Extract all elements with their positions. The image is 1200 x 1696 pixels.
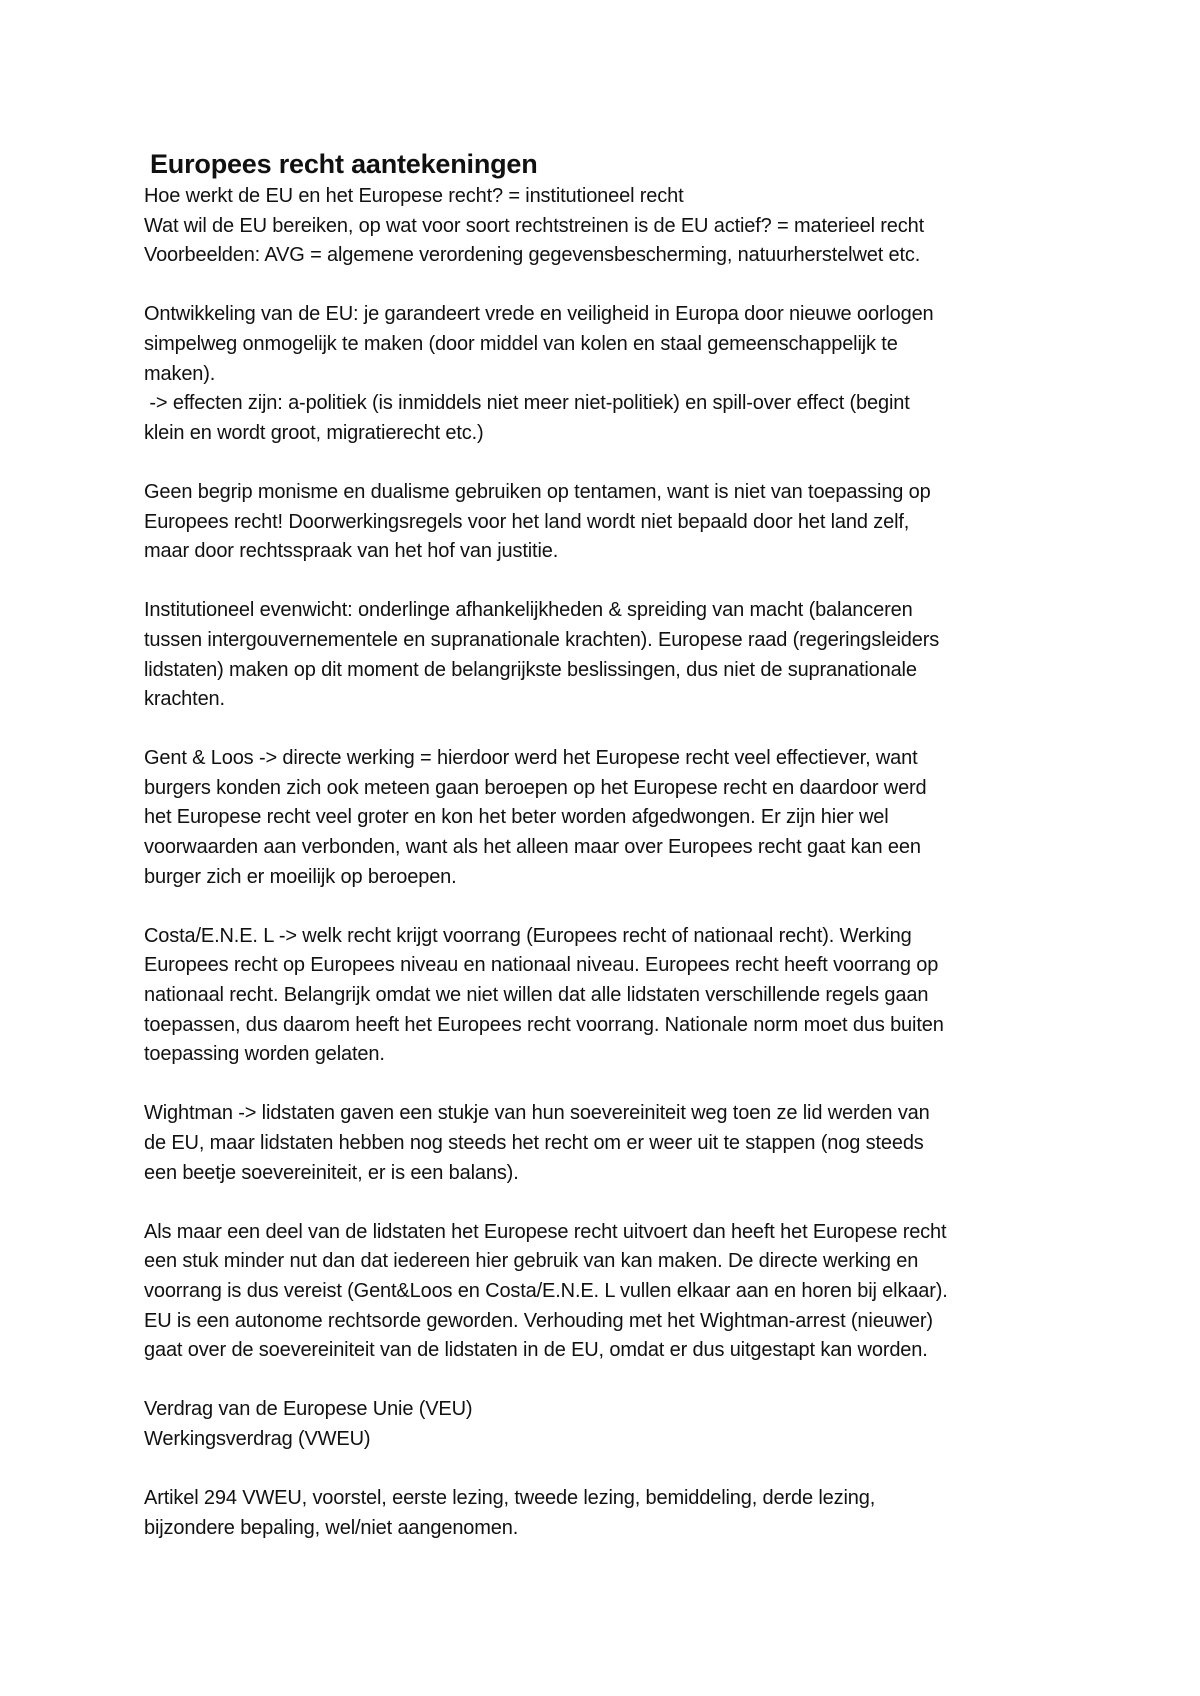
text-line: nationaal recht. Belangrijk omdat we niet willen dat alle lidstaten verschillende regels gaan [144, 984, 929, 1007]
text-line: Werkingsverdrag (VWEU) [144, 1427, 371, 1450]
text-line: Wat wil de EU bereiken, op wat voor soort rechtstreinen is de EU actief? = materieel recht [144, 214, 925, 237]
document-title: Europees recht aantekeningen [150, 149, 538, 179]
paragraph [144, 1099, 1074, 1188]
text-line: een stuk minder nut dan dat iedereen hier gebruik van kan maken. De directe werking en [144, 1250, 919, 1273]
text-line: Costa/E.N.E. L -> welk recht krijgt voorrang (Europees recht of nationaal recht). Werking [144, 924, 912, 947]
text-line: Europees recht op Europees niveau en nationaal niveau. Europees recht heeft voorrang op [144, 954, 939, 977]
text-line: Ontwikkeling van de EU: je garandeert vrede en veiligheid in Europa door nieuwe oorlogen [144, 303, 934, 326]
text-line: Hoe werkt de EU en het Europese recht? = institutioneel recht [144, 185, 684, 207]
text-line: Verdrag van de Europese Unie (VEU) [144, 1398, 473, 1421]
text-line: toepassen, dus daarom heeft het Europees recht voorrang. Nationale norm moet dus buiten [144, 1013, 944, 1036]
paragraph [144, 300, 1074, 448]
paragraph [144, 478, 1074, 567]
text-line: de EU, maar lidstaten hebben nog steeds het recht om er weer uit te stappen (nog steeds [144, 1132, 924, 1154]
text-line: maken). [144, 362, 216, 385]
paragraph [144, 182, 1074, 271]
text-line: bijzondere bepaling, wel/niet aangenomen. [144, 1516, 519, 1539]
text-line: Gent & Loos -> directe werking = hierdoor werd het Europese recht veel effectiever, want [144, 747, 918, 770]
text-line: EU is een autonome rechtsorde geworden. Verhouding met het Wightman-arrest (nieuwer) [144, 1309, 933, 1332]
text-line: voorrang is dus vereist (Gent&Loos en Costa/E.N.E. L vullen elkaar aan en horen bij elkaar). [144, 1279, 948, 1302]
text-line: maar door rechtsspraak van het hof van justitie. [144, 540, 559, 563]
text-line: voorwaarden aan verbonden, want als het alleen maar over Europees recht gaat kan een [144, 836, 921, 859]
text-line: Institutioneel evenwicht: onderlinge afhankelijkheden & spreiding van macht (balanceren [144, 599, 913, 622]
text-line: -> effecten zijn: a-politiek (is inmiddels niet meer niet-politiek) en spill-over effect (begint [144, 392, 910, 415]
text-line: Europees recht! Doorwerkingsregels voor het land wordt niet bepaald door het land zelf, [144, 510, 910, 533]
document-page [144, 146, 1074, 1543]
text-line: Als maar een deel van de lidstaten het Europese recht uitvoert dan heeft het Europese recht [144, 1220, 947, 1243]
paragraph [144, 744, 1074, 892]
text-line: tussen intergouvernementele en supranationale krachten). Europese raad (regeringsleiders [144, 628, 940, 651]
text-line: Wightman -> lidstaten gaven een stukje van hun soevereiniteit weg toen ze lid werden van [144, 1102, 930, 1125]
text-line: toepassing worden gelaten. [144, 1043, 385, 1066]
text-line: gaat over de soevereiniteit van de lidstaten in de EU, omdat er dus uitgestapt kan worden. [144, 1339, 928, 1362]
paragraph [144, 1218, 1074, 1366]
text-line: simpelweg onmogelijk te maken (door middel van kolen en staal gemeenschappelijk te [144, 332, 898, 355]
text-line: burger zich er moeilijk op beroepen. [144, 865, 457, 888]
text-line: Voorbeelden: AVG = algemene verordening gegevensbescherming, natuurherstelwet etc. [144, 244, 921, 267]
text-line: lidstaten) maken op dit moment de belangrijkste beslissingen, dus niet de supranationale [144, 658, 917, 681]
text-line: klein en wordt groot, migratierecht etc.) [144, 421, 484, 444]
text-line: Geen begrip monisme en dualisme gebruiken op tentamen, want is niet van toepassing op [144, 480, 931, 503]
paragraph [144, 596, 1074, 714]
text-line: een beetje soevereiniteit, er is een balans). [144, 1161, 519, 1184]
text-line: Artikel 294 VWEU, voorstel, eerste lezing, tweede lezing, bemiddeling, derde lezing, [144, 1487, 876, 1510]
paragraph [144, 1484, 1074, 1543]
text-line: krachten. [144, 688, 225, 711]
paragraph [144, 922, 1074, 1070]
paragraph [144, 1395, 1074, 1454]
text-line: burgers konden zich ook meteen gaan beroepen op het Europese recht en daardoor werd [144, 776, 927, 799]
text-line: het Europese recht veel groter en kon het beter worden afgedwongen. Er zijn hier wel [144, 806, 889, 829]
